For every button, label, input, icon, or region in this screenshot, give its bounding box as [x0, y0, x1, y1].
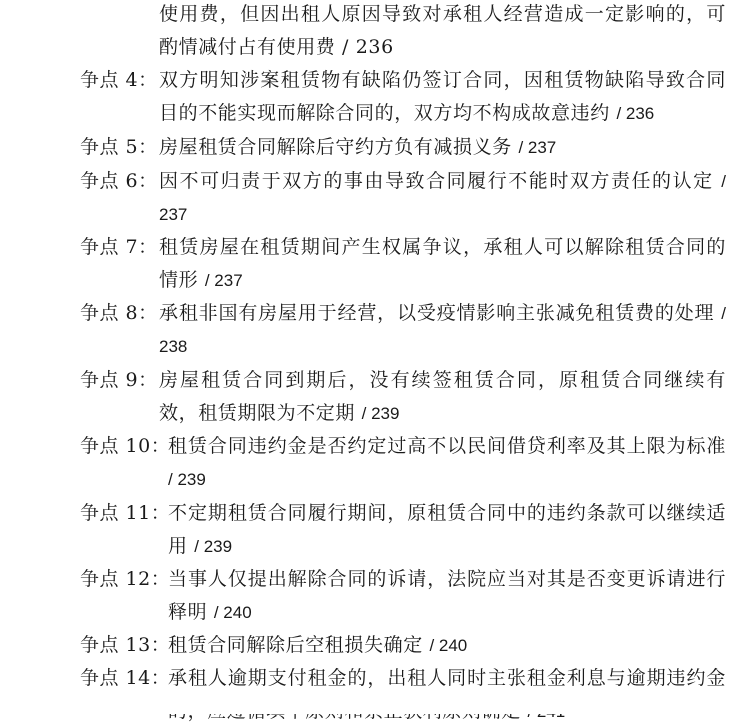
entry-body — [159, 64, 726, 130]
entry-body — [168, 430, 726, 496]
entry-text: 承租非国有房屋用于经营，以受疫情影响主张减免租赁费的处理 — [159, 302, 715, 324]
entry-body — [168, 662, 726, 728]
entry-body — [159, 297, 726, 363]
page-number: / 238 — [159, 304, 726, 356]
entry-label: 争点 9： — [80, 369, 158, 391]
page-number: / 236 — [616, 104, 655, 123]
toc-entry — [80, 662, 726, 728]
entry-label: 争点 7： — [80, 236, 158, 258]
toc-entry — [80, 563, 726, 629]
toc-entry — [80, 629, 726, 662]
entry-text: 因不可归责于双方的事由导致合同履行不能时双方责任的认定 — [159, 170, 714, 192]
entry-text: 承租人逾期支付租金的，出租人同时主张租金利息与逾期违约金 — [168, 667, 726, 689]
page-number: / 237 — [204, 271, 243, 290]
entry-text: 使用费，但因出租人原因导致对承租人经营造成一定影响的，可酌情减付占有使用费 — [159, 3, 726, 58]
entry-body — [159, 131, 726, 164]
entry-label: 争点 4： — [80, 69, 158, 91]
page-number: / 237 — [518, 138, 557, 157]
entry-label: 争点 12： — [80, 568, 171, 590]
toc-entry — [80, 64, 726, 130]
page-number: / 240 — [429, 636, 468, 655]
page-number: / 240 — [213, 603, 252, 622]
toc-entry — [80, 364, 726, 430]
entry-label: 争点 5： — [80, 136, 158, 158]
entry-body — [168, 497, 726, 563]
page-number: / 236 — [342, 36, 394, 58]
entry-label: 争点 11： — [80, 502, 171, 524]
entry-label: 争点 14： — [80, 667, 171, 689]
toc-entry — [80, 297, 726, 363]
entry-text: 当事人仅提出解除合同的诉请，法院应当对其是否变更诉请进行释明 — [168, 568, 726, 623]
page-number: / 239 — [168, 470, 206, 489]
page-crop-edge — [0, 700, 750, 714]
entry-body — [159, 231, 726, 297]
toc-entry — [80, 430, 726, 496]
continued-entry — [159, 0, 726, 64]
entry-body — [168, 563, 726, 629]
entry-text: 租赁房屋在租赁期间产生权属争议，承租人可以解除租赁合同的情形 — [159, 236, 726, 291]
entry-text: 租赁合同违约金是否约定过高不以民间借贷利率及其上限为标准 — [168, 435, 726, 457]
entry-label: 争点 13： — [80, 634, 171, 656]
toc-entry — [80, 165, 726, 231]
entry-body — [168, 629, 726, 662]
toc-entry — [80, 231, 726, 297]
entry-label: 争点 10： — [80, 435, 171, 457]
entry-text: 双方明知涉案租赁物有缺陷仍签订合同，因租赁物缺陷导致合同目的不能实现而解除合同的，双方均不构成故意违约 — [159, 69, 726, 124]
entry-text: 房屋租赁合同到期后，没有续签租赁合同，原租赁合同继续有效，租赁期限为不定期 — [159, 369, 726, 424]
entry-body — [159, 364, 726, 430]
entry-text: 租赁合同解除后空租损失确定 — [168, 634, 423, 656]
page-number: / 239 — [361, 404, 400, 423]
page-number: / 237 — [159, 172, 727, 224]
page-number: / 239 — [194, 537, 233, 556]
entry-label: 争点 6： — [80, 170, 158, 192]
toc-entry — [80, 497, 726, 563]
entry-text: 房屋租赁合同解除后守约方负有减损义务 — [159, 136, 512, 158]
entry-body — [159, 165, 726, 231]
entry-label: 争点 8： — [80, 302, 158, 324]
entry-text: 不定期租赁合同履行期间，原租赁合同中的违约条款可以继续适用 — [168, 502, 726, 557]
toc-entry — [80, 131, 726, 164]
